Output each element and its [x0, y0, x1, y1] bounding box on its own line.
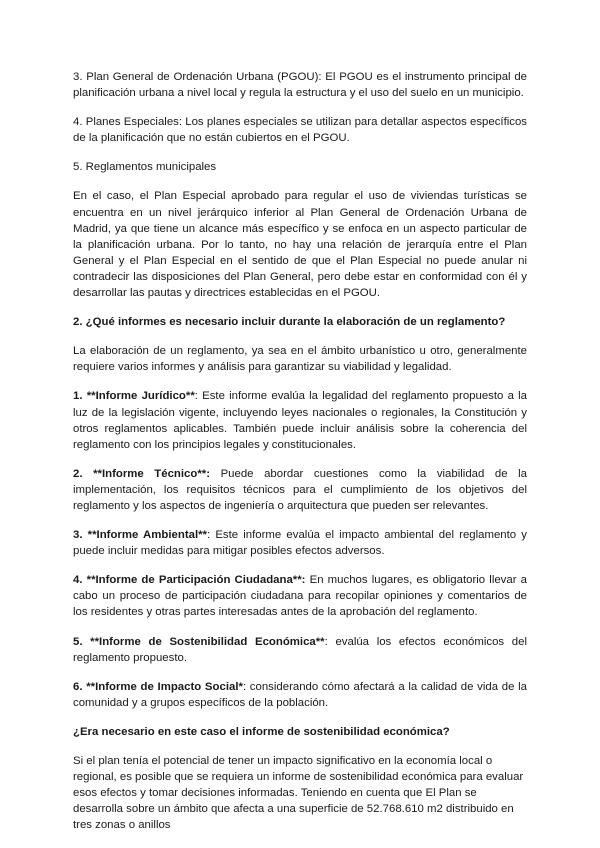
informe-text: : Este informe evalúa la legalidad del reglamento propuesto a la luz de la legislación vigente, incluyendo leyes nacionales o regionales, la Constitución y otros reglamentos aplicables. También puede incluir análisis sobre la coherencia del reglamento con los principios legales y constitucionales. — [73, 390, 527, 451]
paragraph-planes-especiales: 4. Planes Especiales: Los planes especiales se utilizan para detallar aspectos específicos de la planificación que no están cubiertos en el PGOU. — [73, 116, 527, 145]
paragraph-pgou: 3. Plan General de Ordenación Urbana (PGOU): El PGOU es el instrumento principal de planificación urbana a nivel local y regula la estructura y el uso del suelo en un municipio. — [73, 71, 527, 100]
informe-text: En muchos lugares, es obligatorio llevar a cabo un proceso de participación ciudadana para recopilar opiniones y comentarios de los residentes y otras partes interesadas antes de la aprobación del reglamento. — [73, 574, 527, 619]
question-sostenibilidad: ¿Era necesario en este caso el informe de sostenibilidad económica? — [73, 725, 450, 738]
informe-title: 6. **Informe de Impacto Social* — [73, 680, 243, 693]
informe-text: : considerando cómo afectará a la calidad de vida de la comunidad y a grupos específicos de la población. — [73, 680, 527, 709]
informe-sostenibilidad — [73, 634, 527, 666]
informe-juridico — [73, 388, 527, 452]
informe-title: 1. **Informe Jurídico** — [73, 390, 195, 403]
informe-impacto-social — [73, 679, 527, 711]
informe-title: 2. **Informe Técnico**: — [73, 467, 210, 480]
paragraph-conclusion: Si el plan tenía el potencial de tener un impacto significativo en la economía local o regional, es posible que se requiera un informe de sostenibilidad económica para evaluar esos efectos y tomar decisiones informadas. Teniendo en cuenta que El Plan se desarrolla sobre un ámbito que afecta a una superficie de 52.768.610 m2 distribuido en tres zonas o anillos — [73, 755, 524, 832]
informe-text: : Este informe evalúa el impacto ambiental del reglamento y puede incluir medidas para mitigar posibles efectos adversos. — [73, 529, 528, 558]
informe-text: : evalúa los efectos económicos del reglamento propuesto. — [73, 635, 527, 664]
informe-title: 3. **Informe Ambiental** — [73, 529, 207, 542]
informe-ambiental — [73, 527, 527, 559]
informe-participacion — [73, 572, 527, 620]
question-informes: 2. ¿Qué informes es necesario incluir durante la elaboración de un reglamento? — [73, 316, 506, 329]
paragraph-elaboracion: La elaboración de un reglamento, ya sea en el ámbito urbanístico u otro, generalmente requiere varios informes y análisis para garantizar su viabilidad y legalidad. — [73, 345, 527, 374]
paragraph-reglamentos: 5. Reglamentos municipales — [73, 161, 217, 174]
paragraph-jerarquia: En el caso, el Plan Especial aprobado para regular el uso de viviendas turísticas se encuentra en un nivel jerárquico inferior al Plan General de Ordenación Urbana de Madrid, ya que tiene un alcance más específico y se enfoca en un aspecto particular de la planificación urbana. Por lo tanto, no hay una relación de jerarquía entre el Plan General y el Plan Especial en el sentido de que el Plan Especial no puede anular ni contradecir las disposiciones del Plan General, pero debe estar en conformidad con él y desarrollar las pautas y directrices establecidas en el PGOU. — [73, 190, 527, 300]
informe-text: Puede abordar cuestiones como la viabilidad de la implementación, los requisitos técnicos para el cumplimiento de los objetivos del reglamento y los aspectos de ingeniería o arquitectura que pueden ser relevantes. — [73, 467, 528, 512]
informe-tecnico — [73, 466, 527, 514]
informe-title: 5. **Informe de Sostenibilidad Económica** — [73, 635, 325, 648]
informe-title: 4. **Informe de Participación Ciudadana**: — [73, 574, 306, 587]
